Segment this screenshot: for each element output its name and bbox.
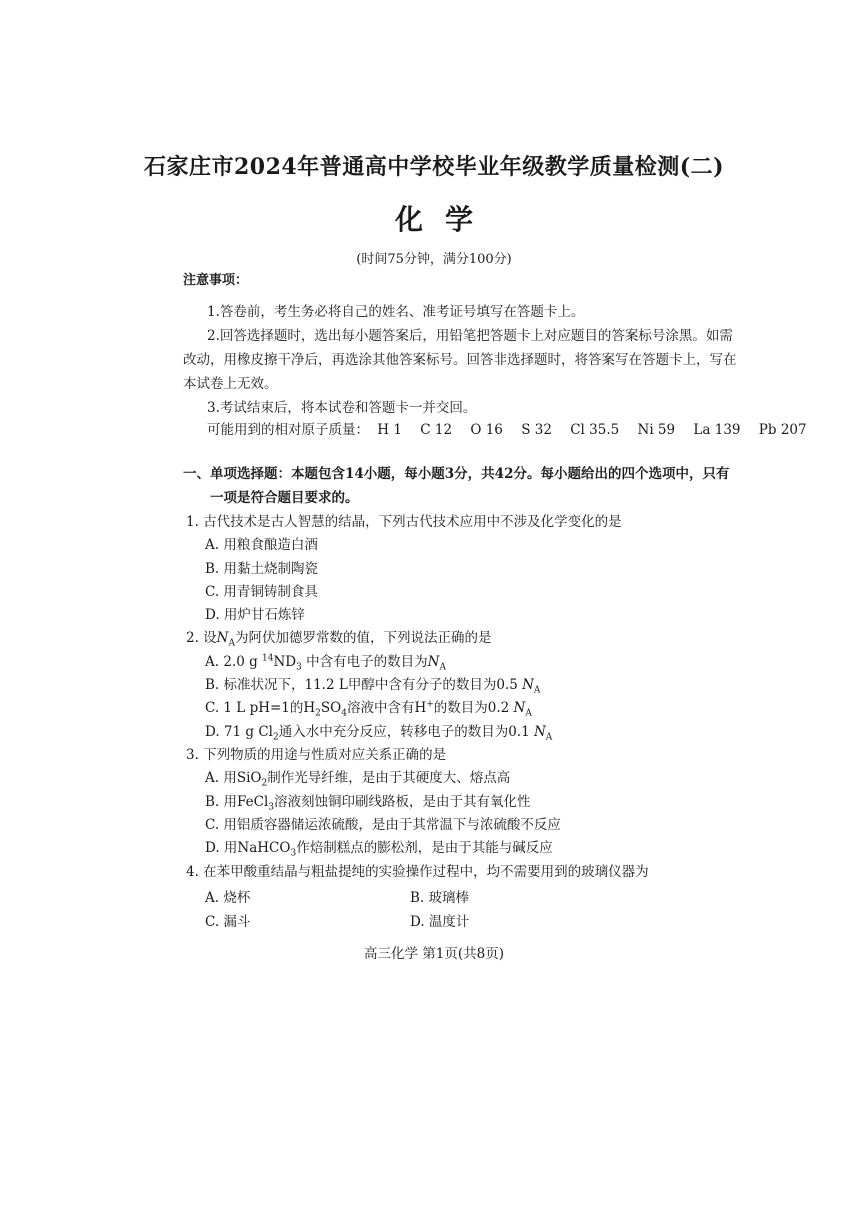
note-item-2-line-3: 本试卷上无效。 xyxy=(183,376,278,392)
q1-option-b: B. 用黏土烧制陶瓷 xyxy=(205,561,319,577)
q4-option-d: D. 温度计 xyxy=(410,914,470,930)
note-item-1: 1.答卷前，考生务必将自己的姓名、准考证号填写在答题卡上。 xyxy=(207,304,585,320)
mass-c: C 12 xyxy=(420,422,453,438)
q2-stem: 2. 设$N_A$为阿伏加德罗常数的值，下列说法正确的是 xyxy=(186,630,492,649)
q3-option-b: B. 用FeCl$_3$溶液刻蚀铜印刷线路板，是由于其有氧化性 xyxy=(205,794,531,813)
q2-option-d: D. 71 g $Cl_2$通入水中充分反应，转移电子的数目为0.1 $N_A$ xyxy=(205,724,553,743)
q3-option-a: A. 用SiO$_2$制作光导纤维，是由于其硬度大、熔点高 xyxy=(205,770,511,789)
q4-option-b: B. 玻璃棒 xyxy=(410,890,470,906)
section-1-heading: 一、单项选择题：本题包含14小题，每小题3分，共42分。每小题给出的四个选项中，只有 xyxy=(183,466,730,482)
mass-o: O 16 xyxy=(470,422,503,438)
q2-option-c: C. 1 L pH=1的$H_2SO_4$溶液中含有H+的数目为0.2 $N_A$ xyxy=(205,699,532,719)
q3-option-c: C. 用铝质容器储运浓硫酸，是由于其常温下与浓硫酸不反应 xyxy=(205,817,561,833)
q4-option-c: C. 漏斗 xyxy=(205,914,251,930)
mass-h: H 1 xyxy=(377,422,402,438)
mass-la: La 139 xyxy=(693,422,741,438)
notes-heading: 注意事项： xyxy=(183,273,249,288)
q3-stem: 3. 下列物质的用途与性质对应关系正确的是 xyxy=(186,747,447,763)
note-item-2-line-2: 改动，用橡皮擦干净后，再选涂其他答案标号。回答非选择题时，将答案写在答题卡上，写在 xyxy=(183,352,737,368)
masses-label: 可能用到的相对原子质量： xyxy=(207,422,369,438)
q4-stem: 4. 在苯甲酸重结晶与粗盐提纯的实验操作过程中，均不需要用到的玻璃仪器为 xyxy=(186,864,649,880)
q1-stem: 1. 古代技术是古人智慧的结晶，下列古代技术应用中不涉及化学变化的是 xyxy=(186,514,622,530)
subject-title: 化学 xyxy=(394,203,495,236)
q1-option-c: C. 用青铜铸制食具 xyxy=(205,584,318,600)
note-item-3: 3.考试结束后，将本试卷和答题卡一并交回。 xyxy=(207,400,477,416)
q2-option-a: A. 2.0 g $^{14}ND_3$ 中含有电子的数目为$N_A$ xyxy=(205,653,446,673)
note-item-2-line-1: 2.回答选择题时，选出每小题答案后，用铅笔把答题卡上对应题目的答案标号涂黑。如需 xyxy=(207,328,733,344)
q2-option-b: B. 标准状况下，11.2 L甲醇中含有分子的数目为0.5 $N_A$ xyxy=(205,677,541,696)
time-note: (时间75分钟，满分100分) xyxy=(356,252,512,267)
q4-option-a: A. 烧杯 xyxy=(205,890,251,906)
atomic-masses xyxy=(207,418,821,438)
section-1-heading-line-2: 一项是符合题目要求的。 xyxy=(210,490,359,506)
mass-s: S 32 xyxy=(521,422,552,438)
mass-cl: Cl 35.5 xyxy=(570,422,620,438)
mass-pb: Pb 207 xyxy=(758,422,807,438)
exam-title: 石家庄市2024年普通高中学校毕业年级教学质量检测(二) xyxy=(143,154,725,180)
mass-ni: Ni 59 xyxy=(637,422,676,438)
page-footer: 高三化学 第1页(共8页) xyxy=(363,946,504,962)
q1-option-d: D. 用炉甘石炼锌 xyxy=(205,607,305,623)
q1-option-a: A. 用粮食酿造白酒 xyxy=(205,537,318,553)
q3-option-d: D. 用NaHCO$_3$作焙制糕点的膨松剂，是由于其能与碱反应 xyxy=(205,840,553,859)
